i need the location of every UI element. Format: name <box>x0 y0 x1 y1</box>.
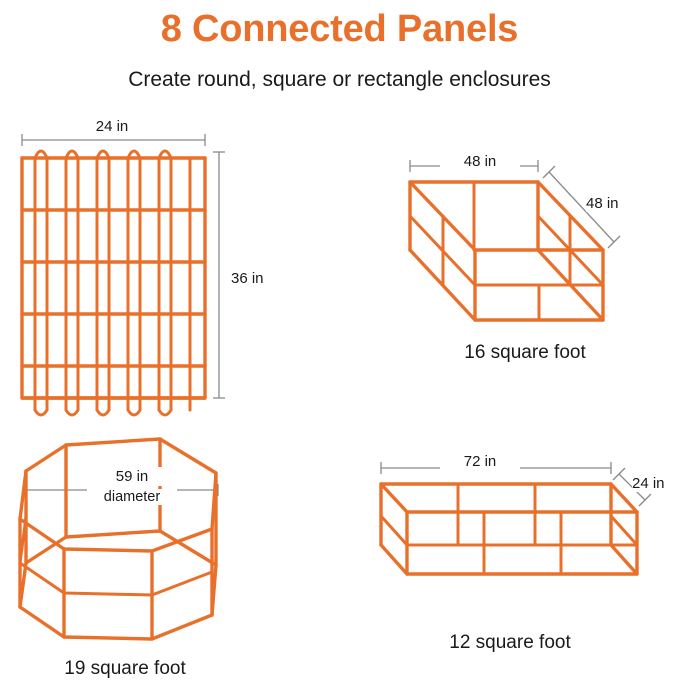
dim-label-72in: 72 in <box>440 453 520 470</box>
dim-label-36in: 36 in <box>231 270 301 287</box>
page-subtitle: Create round, square or rectangle enclosures <box>128 68 551 91</box>
page-title: 8 Connected Panels <box>160 8 519 50</box>
caption-19-square-foot: 19 square foot <box>64 658 186 679</box>
dim-label-59in: 59 in <box>87 467 177 486</box>
figure-octagon-enclosure <box>0 425 260 650</box>
enclosure-square-wireframe <box>410 182 603 320</box>
dim-label-24in-depth: 24 in <box>632 475 679 492</box>
dim-label-diameter: diameter <box>87 489 177 505</box>
figure-rectangle-enclosure <box>365 450 655 630</box>
enclosure-rectangle-wireframe <box>381 484 637 574</box>
figure-square-enclosure <box>390 150 650 350</box>
dim-label-48in-depth: 48 in <box>586 195 656 212</box>
panel-grid <box>22 151 205 415</box>
caption-12-square-foot: 12 square foot <box>449 632 571 653</box>
caption-16-square-foot: 16 square foot <box>464 342 586 363</box>
dim-label-48in-width: 48 in <box>440 153 520 170</box>
measure-36in-height <box>213 152 225 398</box>
measure-24in-width <box>22 134 205 146</box>
dim-label-24in: 24 in <box>72 118 152 135</box>
